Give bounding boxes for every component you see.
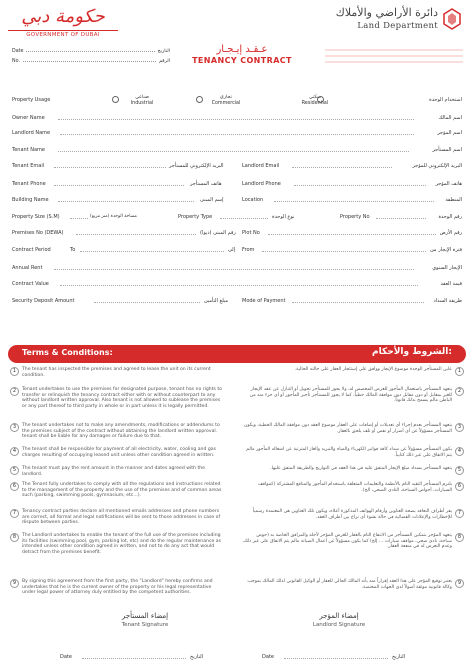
building-name-label: Building Name bbox=[12, 197, 49, 203]
term-text-ar: يتعهد المستأجر بعدم إجراء أي تعديلات أو إضافات على العقار موضوع العقد دون موافقة المالك الخطية، ويكون المستأجر مسؤولاً عن أي أضرار أو نقص أو تلف يلحق بالعقار. bbox=[244, 423, 452, 434]
property-size-label: Property Size (S.M) bbox=[12, 214, 60, 220]
term-text-en: The tenant has inspected the premises and agreed to lease the unit on its current condition. bbox=[22, 367, 211, 378]
landlord-signature-ar: إمضاء المؤجر bbox=[319, 612, 359, 620]
contract-value-label-ar: قيمة العقد bbox=[440, 281, 462, 287]
term-text-en: The tenant shall be responsible for payment of all electricity, water, cooling and gas charges resulting of occupying leased unit unless other condition agreed in written. bbox=[22, 447, 216, 458]
term-number-ar: 3 bbox=[455, 423, 464, 432]
landlord-phone-label-ar: هاتف المؤجر bbox=[435, 181, 462, 187]
owner-name-label-ar: اسم المالك bbox=[438, 115, 462, 121]
annual-rent-row bbox=[10, 263, 464, 273]
landlord-email-input[interactable] bbox=[292, 167, 392, 168]
term-text-ar: يتعهد المستأجر باستعمال المأجور للغرض المخصص له، ولا يجوز للمستأجر تحويل أو التنازل عن عقد الإيجار للغير بمقابل أو دون مقابل دون موافقة المالك خطياً، كما لا يجوز للمستأجر تأجير المأجور أو أي جزء منه من الباطن مالم يسمح بذلك قانوناً. bbox=[249, 387, 452, 404]
tenant-name-label: Tenant Name bbox=[12, 147, 45, 153]
security-deposit-input[interactable] bbox=[94, 302, 200, 303]
decorative-pattern bbox=[325, 46, 463, 66]
annual-rent-label-ar: الإيجار السنوي bbox=[432, 265, 462, 271]
plot-no-input[interactable] bbox=[268, 234, 436, 235]
term-number: 3 bbox=[10, 423, 19, 432]
term-text-ar: يتعهد المستأجر بسداد مبلغ الإيجار المتفق عليه في هذا العقد في التواريخ والطريقة المتفق عليها. bbox=[270, 466, 452, 471]
property-no-label: Property No bbox=[340, 214, 370, 220]
commercial-option-label: تجاري Commercial bbox=[211, 95, 241, 106]
owner-name-label: Owner Name bbox=[12, 115, 45, 121]
terms-heading-ar: الشروط والأحكام: bbox=[372, 347, 452, 357]
term-number-ar: 8 bbox=[455, 533, 464, 542]
contract-period-label: Contract Period bbox=[12, 247, 51, 253]
term-text-ar: عاين المستأجر الوحدة موضوع الإيجار ووافق على إستئجار العقار على حالته الحالية. bbox=[294, 367, 452, 372]
number-field[interactable] bbox=[23, 61, 156, 62]
property-usage-row bbox=[10, 95, 464, 105]
owner-name-input[interactable] bbox=[58, 119, 414, 120]
mode-payment-input[interactable] bbox=[292, 302, 424, 303]
landlord-email-label-ar: البريد الإلكتروني للمؤجر bbox=[412, 163, 462, 169]
term-number: 5 bbox=[10, 466, 19, 475]
annual-rent-label: Annual Rent bbox=[12, 265, 43, 271]
tenant-email-label: Tenant Email bbox=[12, 163, 45, 169]
term-number-ar: 4 bbox=[455, 447, 464, 456]
landlord-signature-block bbox=[284, 612, 394, 628]
term-number: 1 bbox=[10, 367, 19, 376]
term-number: 6 bbox=[10, 482, 19, 491]
term-text-en: Tenancy contract parties declare all mentioned emails addresses and phone numbers are correct, all formal and legal notifications will be sent to those addresses in case of dispute between parties. bbox=[22, 509, 221, 526]
landlord-name-label-ar: اسم المؤجر bbox=[437, 130, 462, 136]
to-label: To bbox=[70, 247, 76, 253]
contract-value-label: Contract Value bbox=[12, 281, 49, 287]
gov-logo-arabic: حكومة دبي bbox=[21, 6, 105, 27]
term-number-ar: 9 bbox=[455, 579, 464, 588]
property-size-label-ar: مساحة الوحدة (متر مربع) bbox=[90, 214, 137, 219]
landlord-name-label: Landlord Name bbox=[12, 130, 51, 136]
date-label: Date bbox=[12, 48, 24, 54]
landlord-date-label: Date bbox=[262, 654, 274, 660]
land-department-logo bbox=[334, 6, 464, 34]
term-number: 8 bbox=[10, 533, 19, 542]
industrial-radio[interactable] bbox=[112, 96, 119, 103]
phone-row bbox=[10, 179, 464, 189]
landlord-signature-en: Landlord Signature bbox=[312, 622, 366, 628]
contract-title bbox=[172, 44, 312, 65]
location-label-ar: المنطقة bbox=[445, 197, 462, 203]
term-text-en: By signing this agreement from the first party, the "Landlord" hereby confirms and undertakes that he is the current owner of the property or his legal representative under legal power of attorney duly entitled by the competent authorities. bbox=[22, 579, 213, 596]
residential-option-label: سكني Residential bbox=[301, 95, 329, 106]
term-number: 2 bbox=[10, 387, 19, 396]
term-text-ar: يكون المستأجر مسؤولاً عن سداد كافة فواتير الكهرباء والمياه والتبريد والغاز المترتبة عن اشغاله المأجور مالم يتم الاتفاق على غير ذلك كتابياً. bbox=[246, 447, 452, 458]
property-details-row bbox=[10, 212, 464, 222]
location-label: Location bbox=[242, 197, 264, 203]
landlord-email-label: Landlord Email bbox=[242, 163, 280, 169]
number-label-ar: الرقم bbox=[159, 58, 170, 64]
mode-payment-label: Mode of Payment bbox=[242, 298, 286, 304]
term-text-ar: يعتبر توقيع المؤجر على هذا العقد إقراراً منه بأنه المالك الحالي للعقار أو الوكيل القانوني لذلك المالك بموجب وكالة قانونية موثقة أصولاً لدى الجهات المختصة. bbox=[247, 579, 452, 590]
premises-row bbox=[10, 228, 464, 238]
deposit-payment-row bbox=[10, 296, 464, 306]
property-type-label: Property Type bbox=[178, 214, 213, 220]
contract-value-row bbox=[10, 279, 464, 289]
plot-no-label: Plot No bbox=[242, 230, 260, 236]
property-type-input[interactable] bbox=[220, 218, 268, 219]
to-label-ar: إلى bbox=[228, 247, 236, 253]
premises-no-input[interactable] bbox=[76, 234, 196, 235]
from-label: From bbox=[242, 247, 255, 253]
building-name-label-ar: إسم المبنى bbox=[200, 197, 224, 203]
term-number: 9 bbox=[10, 579, 19, 588]
residential-radio[interactable] bbox=[317, 96, 324, 103]
term-text-en: The tenant undertakes not to make any amendments, modifications or addendums to the premises subject of the contract without obtaining the landlord written approval. tenant shall be liable for any damages or failure due to that. bbox=[22, 423, 220, 440]
term-number-ar: 1 bbox=[455, 367, 464, 376]
tenant-name-label-ar: اسم المستأجر bbox=[432, 147, 462, 153]
property-usage-label-ar: استخدام الوحدة bbox=[429, 97, 462, 103]
terms-heading-band bbox=[8, 345, 466, 363]
term-number-ar: 7 bbox=[455, 509, 464, 518]
property-usage-label: Property Usage bbox=[12, 97, 51, 103]
term-text-ar: يقر أطراف التعاقد بصحة العناوين وأرقام الهواتف المذكورة أعلاه، ويكون تلك العناوين هي المعتمدة رسمياً للإخطارات والإعلانات القضائية في حالة نشوء أي نزاع بين أطراف العقد. bbox=[252, 509, 452, 520]
tenant-date-label-ar: التاريخ bbox=[190, 654, 203, 660]
tenant-email-label-ar: البريد الإلكتروني للمستأجر bbox=[169, 163, 224, 169]
contract-period-row bbox=[10, 245, 464, 255]
term-text-ar: يلتزم المستأجر التقيد التام بالأنظمة والتعليمات المتعلقة باستخدام المأجور والمنافع المشتركة (كمواقف السيارات، أحواض السباحة، النادي الصحي، الخ). bbox=[258, 482, 452, 493]
terms-heading-en: Terms & Conditions: bbox=[22, 348, 113, 357]
term-number-ar: 5 bbox=[455, 466, 464, 475]
email-row bbox=[10, 161, 464, 171]
tenant-phone-label-ar: هاتف المستأجر bbox=[190, 181, 222, 187]
title-arabic: عـقـد إيـجـار bbox=[216, 44, 268, 55]
owner-name-row bbox=[10, 113, 464, 123]
tenant-signature-en: Tenant Signature bbox=[121, 622, 169, 628]
industrial-option-label: صناعي Industrial bbox=[130, 95, 154, 106]
term-text-ar: يتعهد المؤجر بتمكين المستأجر من الانتفاع التام بالعقار للغرض المؤجر لأجله والمرافق الخاصة به (حوض سباحة، نادي صحي، مواقف سيارات ... إلخ) كما يكون مسؤولاً عن أعمال الصيانة مالم يتم الاتفاق على غير ذلك، وعدم التعرض له في منفعة العقار. bbox=[242, 533, 452, 550]
term-number: 7 bbox=[10, 509, 19, 518]
security-deposit-label: Security Deposit Amount bbox=[12, 298, 75, 304]
landlord-date-label-ar: التاريخ bbox=[392, 654, 405, 660]
dept-logo-arabic: دائرة الأراضي والأملاك bbox=[335, 6, 438, 19]
premises-no-label: Premises No (DEWA) bbox=[12, 230, 64, 236]
location-input[interactable] bbox=[274, 201, 434, 202]
property-no-input[interactable] bbox=[376, 218, 426, 219]
term-number-ar: 2 bbox=[455, 387, 464, 396]
date-number-box bbox=[12, 46, 170, 68]
term-text-en: Tenant undertakes to use the premises for designated purpose, tenant has no rights to transfer or relinquish the tenancy contract either with or without counterpart to any without landlord written approval. Also tenant is not allowed to sublease the premises or any part thereof to third party in whole or in part unless it is legally permitted. bbox=[22, 387, 222, 409]
landlord-phone-input[interactable] bbox=[294, 185, 426, 186]
contract-value-input[interactable] bbox=[60, 285, 418, 286]
date-field[interactable] bbox=[26, 51, 154, 52]
tenant-phone-label: Tenant Phone bbox=[12, 181, 46, 187]
term-text-en: The Tenant fully undertakes to comply with all the regulations and instructions related to the management of the property and the use of the premises and of common areas such (parking, swimming pools, gymnasium, etc...). bbox=[22, 482, 222, 499]
land-department-emblem-icon bbox=[442, 8, 462, 30]
term-text-en: The tenant must pay the rent amount in the manner and dates agreed with the landlord. bbox=[22, 466, 205, 477]
property-type-label-ar: نوع الوحدة bbox=[272, 214, 295, 220]
mode-payment-label-ar: طريقة السداد bbox=[433, 298, 462, 304]
landlord-name-input[interactable] bbox=[60, 134, 414, 135]
landlord-date-input[interactable] bbox=[284, 658, 388, 659]
landlord-name-row bbox=[10, 128, 464, 138]
security-deposit-label-ar: مبلغ التأمين bbox=[204, 298, 229, 304]
tenant-date-label: Date bbox=[60, 654, 72, 660]
plot-no-label-ar: رقم الأرض bbox=[439, 230, 462, 236]
premises-no-label-ar: رقم المبنى (ديوا) bbox=[200, 230, 236, 236]
annual-rent-input[interactable] bbox=[54, 269, 414, 270]
term-text-en: The Landlord undertakes to enable the tenant of the full use of the premises including its facilities (swimming pool, gym, parking lot, etc) and do the regular maintenance as intended unless other condition agreed in written, and not to do any act that would detract from the premises benefit. bbox=[22, 533, 221, 555]
number-label: No. bbox=[12, 58, 20, 64]
gov-dubai-logo bbox=[8, 6, 118, 38]
landlord-sign-date bbox=[262, 652, 422, 662]
tenant-sign-date bbox=[60, 652, 220, 662]
tenant-signature-block bbox=[90, 612, 200, 628]
tenant-signature-ar: إمضاء المستأجر bbox=[121, 612, 169, 620]
date-label-ar: التاريخ bbox=[157, 48, 170, 54]
dept-logo-english: Land Department bbox=[357, 21, 438, 31]
contract-period-label-ar: فترة الإيجار bbox=[438, 247, 462, 253]
tenant-phone-input[interactable] bbox=[54, 185, 184, 186]
commercial-radio[interactable] bbox=[196, 96, 203, 103]
contract-from-input[interactable] bbox=[262, 251, 426, 252]
building-name-input[interactable] bbox=[58, 201, 194, 202]
tenant-name-input[interactable] bbox=[58, 151, 409, 152]
property-no-label-ar: رقم الوحدة bbox=[438, 214, 462, 220]
title-english: TENANCY CONTRACT bbox=[192, 56, 292, 65]
property-size-input[interactable] bbox=[70, 218, 88, 219]
term-number-ar: 6 bbox=[455, 482, 464, 491]
building-row bbox=[10, 195, 464, 205]
term-number: 4 bbox=[10, 447, 19, 456]
tenant-email-input[interactable] bbox=[54, 167, 166, 168]
landlord-phone-label: Landlord Phone bbox=[242, 181, 281, 187]
tenant-date-input[interactable] bbox=[82, 658, 186, 659]
from-label-ar: من bbox=[430, 247, 437, 253]
contract-to-input[interactable] bbox=[80, 251, 224, 252]
gov-logo-english: GOVERNMENT OF DUBAI bbox=[8, 30, 118, 38]
tenant-name-row bbox=[10, 145, 464, 155]
